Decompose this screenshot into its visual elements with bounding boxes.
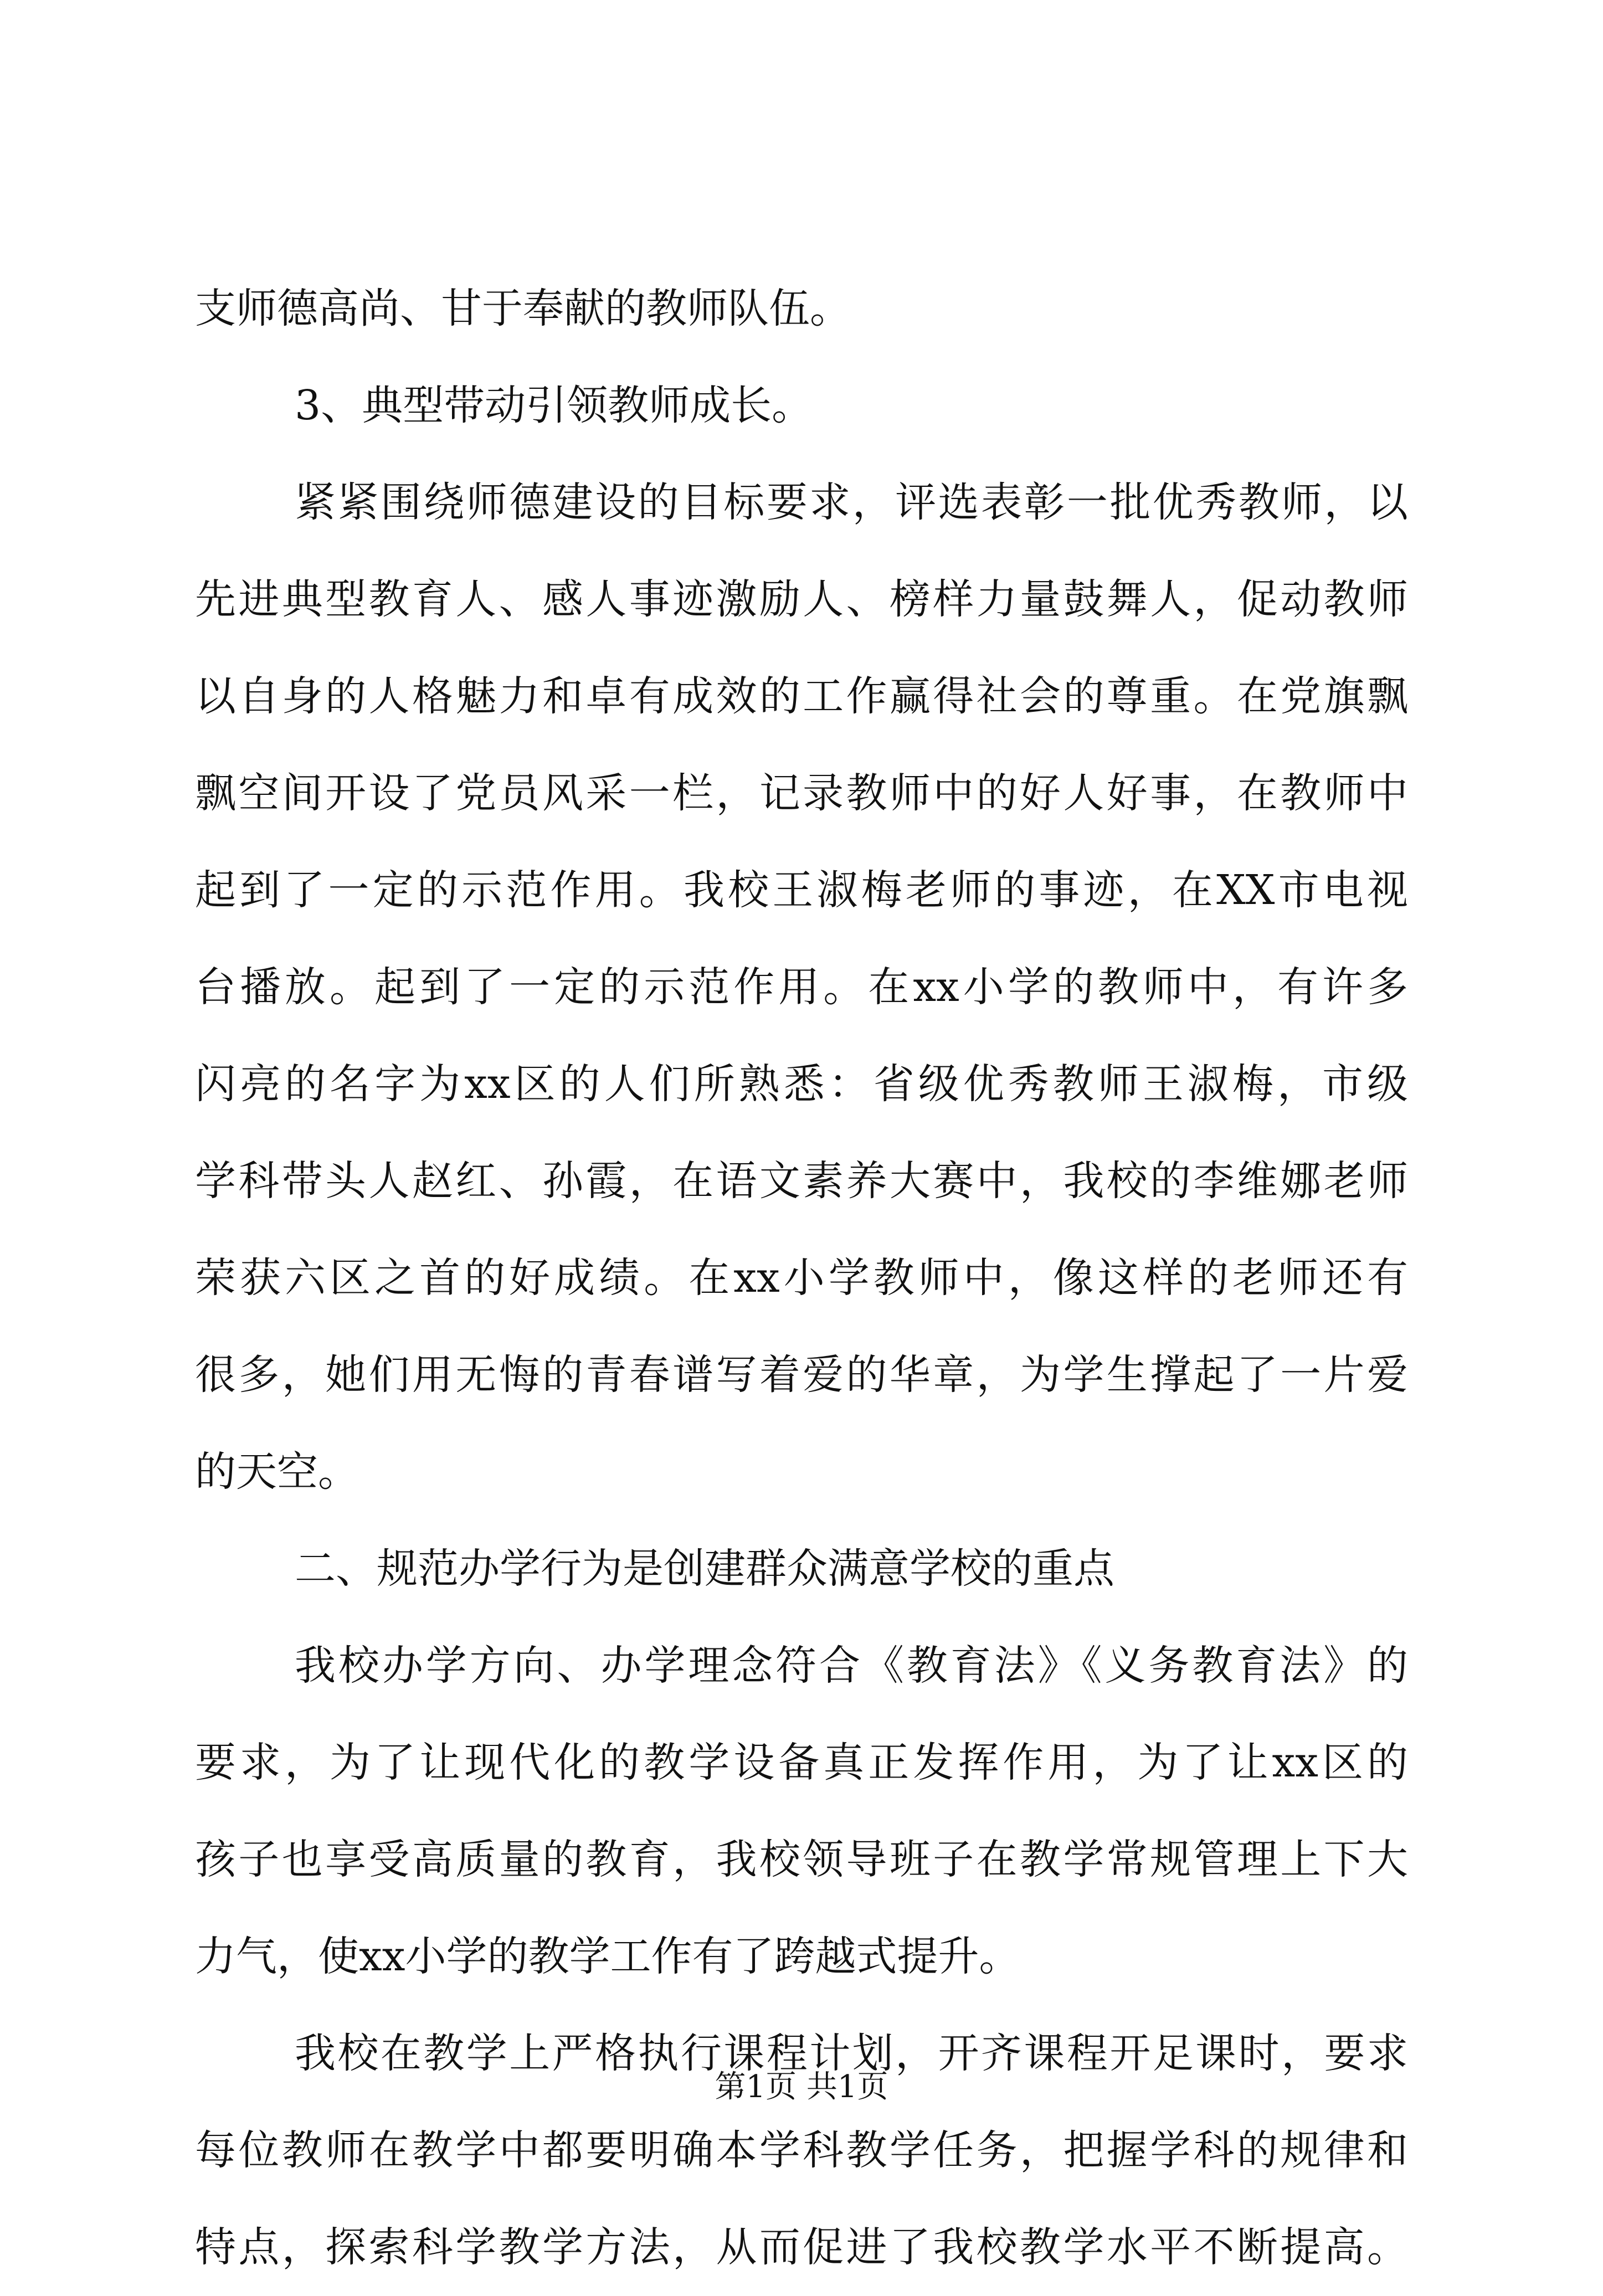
text-line: 闪亮的名字为xx区的人们所熟悉：省级优秀教师王淑梅，市级	[195, 1060, 1408, 1108]
text-line: 的天空。	[195, 1448, 359, 1496]
text-line: 起到了一定的示范作用。我校王淑梅老师的事迹，在XX市电视	[195, 866, 1408, 914]
text-line: 每位教师在教学中都要明确本学科教学任务，把握学科的规律和	[195, 2127, 1408, 2174]
text-line: 台播放。起到了一定的示范作用。在xx小学的教师中，有许多	[195, 963, 1408, 1011]
text-line: 我校在教学上严格执行课程计划，开齐课程开足课时，要求	[295, 2030, 1408, 2077]
page-footer: 第1页 共1页	[715, 2069, 888, 2105]
text-line: 飘空间开设了党员风采一栏，记录教师中的好人好事，在教师中	[195, 769, 1408, 817]
text-line: 支师德高尚、甘于奉献的教师队伍。	[195, 285, 851, 332]
text-line: 以自身的人格魅力和卓有成效的工作赢得社会的尊重。在党旗飘	[195, 672, 1408, 720]
text-line: 要求，为了让现代化的教学设备真正发挥作用，为了让xx区的	[195, 1739, 1408, 1786]
text-line: 我校办学方向、办学理念符合《教育法》《义务教育法》的	[295, 1642, 1408, 1689]
text-line: 特点，探索科学教学方法，从而促进了我校教学水平不断提高。	[195, 2223, 1408, 2271]
text-line: 3、典型带动引领教师成长。	[295, 382, 813, 429]
text-line: 紧紧围绕师德建设的目标要求，评选表彰一批优秀教师，以	[295, 479, 1408, 526]
text-line: 力气，使xx小学的教学工作有了跨越式提升。	[195, 1933, 1020, 1980]
document-body	[195, 260, 1408, 2296]
text-line: 二、规范办学行为是创建群众满意学校的重点	[295, 1545, 1114, 1593]
text-line: 孩子也享受高质量的教育，我校领导班子在教学常规管理上下大	[195, 1836, 1408, 1883]
text-line: 学科带头人赵红、孙霞，在语文素养大赛中，我校的李维娜老师	[195, 1157, 1408, 1205]
text-line: 先进典型教育人、感人事迹激励人、榜样力量鼓舞人，促动教师	[195, 576, 1408, 623]
text-line: 荣获六区之首的好成绩。在xx小学教师中，像这样的老师还有	[195, 1254, 1408, 1302]
text-line: 很多，她们用无悔的青春谱写着爱的华章，为学生撑起了一片爱	[195, 1351, 1408, 1399]
